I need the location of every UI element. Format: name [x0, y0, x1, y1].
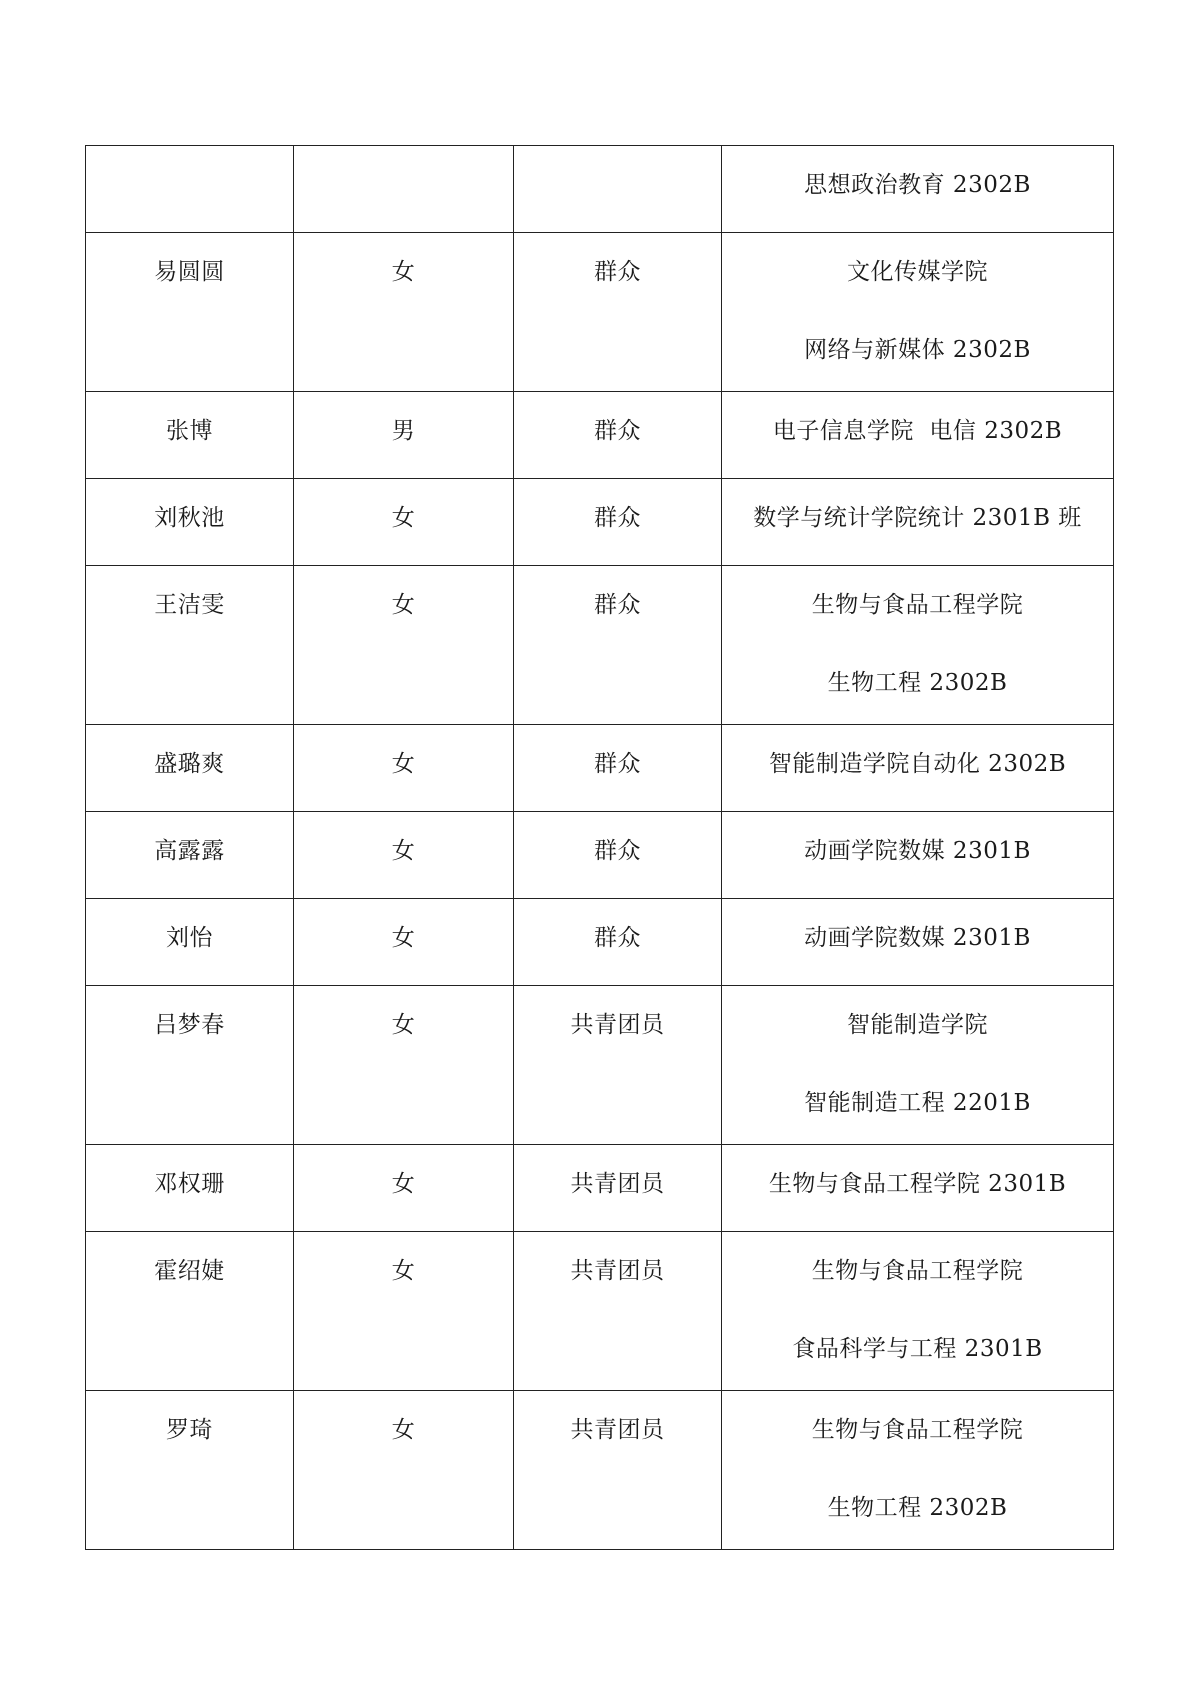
name-cell: 张博	[86, 392, 294, 479]
class-line: 生物与食品工程学院	[811, 1417, 1024, 1443]
table-row	[86, 566, 1114, 725]
political-status-cell: 群众	[514, 725, 722, 812]
gender-cell: 女	[294, 566, 514, 725]
gender-cell: 女	[294, 986, 514, 1145]
name-cell: 霍绍婕	[86, 1232, 294, 1391]
gender-cell: 女	[294, 233, 514, 392]
class-cell	[722, 392, 1114, 479]
class-cell	[722, 1232, 1114, 1391]
class-line: 数学与统计学院统计 2301B 班	[753, 505, 1082, 531]
class-cell	[722, 812, 1114, 899]
political-status-cell: 群众	[514, 479, 722, 566]
gender-cell	[294, 146, 514, 233]
class-line: 生物与食品工程学院	[811, 592, 1024, 618]
class-cell	[722, 1391, 1114, 1550]
table-row	[86, 1232, 1114, 1391]
name-cell	[86, 146, 294, 233]
gender-cell: 女	[294, 725, 514, 812]
name-cell: 高露露	[86, 812, 294, 899]
class-line: 电子信息学院 电信 2302B	[772, 418, 1063, 444]
name-cell: 吕梦春	[86, 986, 294, 1145]
gender-cell: 女	[294, 899, 514, 986]
class-cell	[722, 1145, 1114, 1232]
class-line: 食品科学与工程 2301B	[792, 1336, 1043, 1362]
political-status-cell: 共青团员	[514, 1391, 722, 1550]
name-cell: 罗琦	[86, 1391, 294, 1550]
class-cell	[722, 233, 1114, 392]
gender-cell: 男	[294, 392, 514, 479]
political-status-cell	[514, 146, 722, 233]
political-status-cell: 群众	[514, 812, 722, 899]
table-row	[86, 1391, 1114, 1550]
class-line: 生物与食品工程学院	[811, 1258, 1024, 1284]
political-status-cell: 群众	[514, 392, 722, 479]
table-row	[86, 1145, 1114, 1232]
name-cell: 易圆圆	[86, 233, 294, 392]
class-line: 思想政治教育 2302B	[804, 172, 1031, 198]
table-row	[86, 899, 1114, 986]
class-line: 动画学院数媒 2301B	[804, 925, 1031, 951]
class-cell	[722, 479, 1114, 566]
class-cell	[722, 725, 1114, 812]
class-line: 网络与新媒体 2302B	[804, 337, 1031, 363]
class-cell	[722, 146, 1114, 233]
class-line: 智能制造学院	[847, 1012, 988, 1038]
table-row	[86, 479, 1114, 566]
name-cell: 邓权珊	[86, 1145, 294, 1232]
political-status-cell: 群众	[514, 566, 722, 725]
class-line: 智能制造工程 2201B	[804, 1090, 1031, 1116]
name-cell: 盛璐爽	[86, 725, 294, 812]
class-line: 文化传媒学院	[847, 259, 988, 285]
political-status-cell: 共青团员	[514, 1145, 722, 1232]
gender-cell: 女	[294, 1145, 514, 1232]
table-row	[86, 812, 1114, 899]
gender-cell: 女	[294, 812, 514, 899]
political-status-cell: 共青团员	[514, 1232, 722, 1391]
table-row	[86, 986, 1114, 1145]
table-row	[86, 392, 1114, 479]
class-line: 动画学院数媒 2301B	[804, 838, 1031, 864]
class-line: 智能制造学院自动化 2302B	[768, 751, 1067, 777]
political-status-cell: 群众	[514, 899, 722, 986]
table-row	[86, 146, 1114, 233]
student-roster-table	[85, 145, 1114, 1550]
class-line: 生物工程 2302B	[827, 670, 1008, 696]
class-cell	[722, 986, 1114, 1145]
political-status-cell: 群众	[514, 233, 722, 392]
table-row	[86, 233, 1114, 392]
class-line: 生物工程 2302B	[827, 1495, 1008, 1521]
class-line: 生物与食品工程学院 2301B	[768, 1171, 1067, 1197]
gender-cell: 女	[294, 1232, 514, 1391]
class-cell	[722, 566, 1114, 725]
class-cell	[722, 899, 1114, 986]
gender-cell: 女	[294, 479, 514, 566]
name-cell: 王洁雯	[86, 566, 294, 725]
name-cell: 刘秋池	[86, 479, 294, 566]
gender-cell: 女	[294, 1391, 514, 1550]
political-status-cell: 共青团员	[514, 986, 722, 1145]
name-cell: 刘怡	[86, 899, 294, 986]
table-row	[86, 725, 1114, 812]
